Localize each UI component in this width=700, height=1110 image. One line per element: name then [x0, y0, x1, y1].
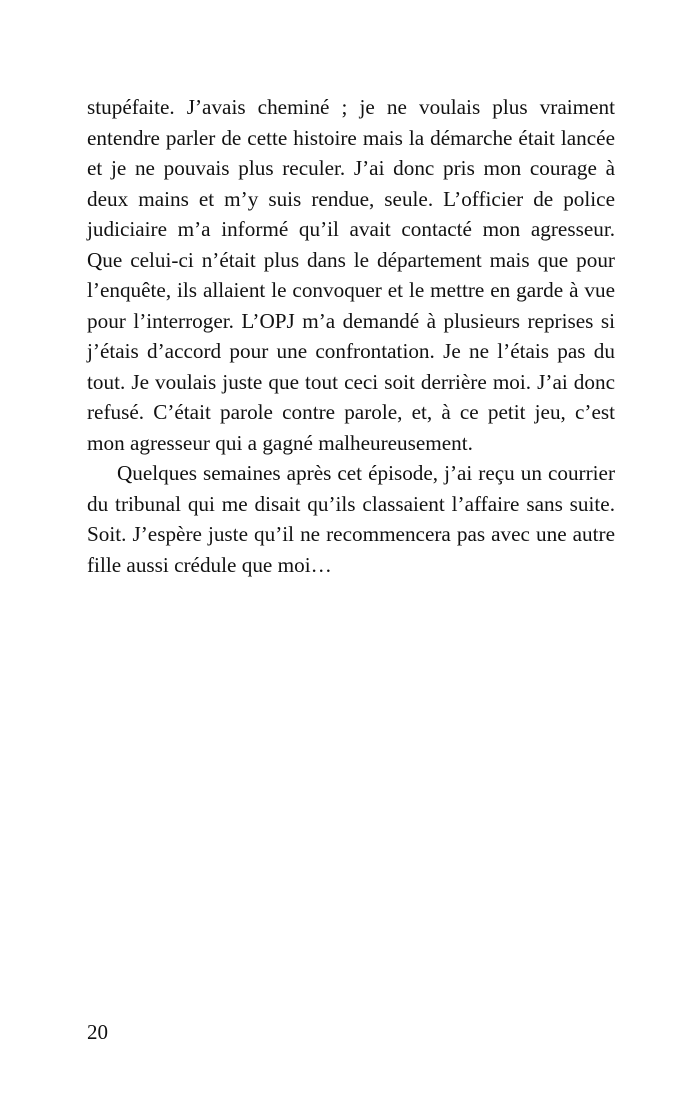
paragraph: Quelques semaines après cet épisode, j’ai reçu un courrier du tribunal qui me disait qu’ils classaient l’affaire sans suite. Soit. J’espère juste qu’il ne recommencera pas avec une autre fille aussi crédule que moi…	[87, 461, 615, 577]
page-number: 20	[87, 1020, 108, 1044]
paragraph-continued: stupéfaite. J’avais cheminé ; je ne voulais plus vraiment entendre parler de cette histoire mais la démarche était lancée et je ne pouvais plus reculer. J’ai donc pris mon courage à deux mains et m’y suis rendue, seule. L’officier de police judiciaire m’a informé qu’il avait contacté mon agresseur. Que celui-ci n’était plus dans le département mais que pour l’enquête, ils allaient le convoquer et le mettre en garde à vue pour l’interroger. L’OPJ m’a demandé à plusieurs reprises si j’étais d’accord pour une confrontation. Je ne l’étais pas du tout. Je voulais juste que tout ceci soit derrière moi. J’ai donc refusé. C’était parole contre parole, et, à ce petit jeu, c’est mon agresseur qui a gagné malheureusement.	[87, 95, 615, 455]
body-text	[87, 92, 615, 580]
